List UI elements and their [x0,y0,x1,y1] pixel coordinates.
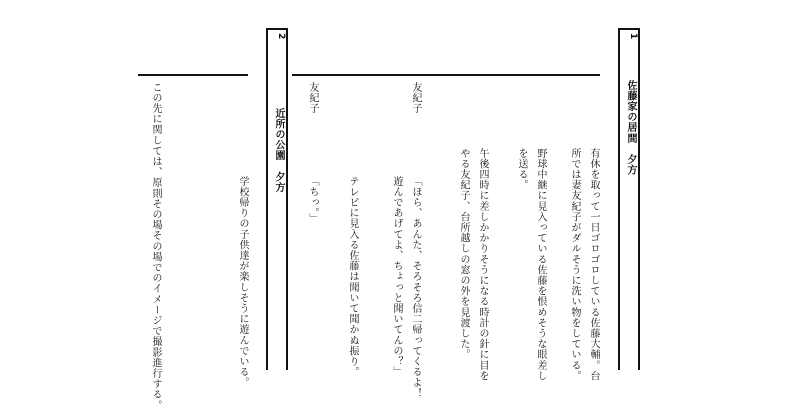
scene1-heading: 佐藤家の居間 夕方 [625,80,636,176]
scene2-action-line-2: この先に関しては、原則その場その場でのイメージで撮影進行する。 [150,82,161,411]
scene2-divider [138,74,248,76]
dialogue-line: 「ほら、あんた、そろそろ信二帰ってくるよ！ [410,176,421,399]
dialogue-line: 「ちっ。」 [307,176,318,224]
scene2-heading: 近所の公園 夕方 [273,108,284,193]
scene1-number: 1 [628,33,638,40]
dialogue-speaker: 友紀子 [307,82,318,114]
scene1-action-line-7: テレビに見入る佐藤は聞いて聞かぬ振り。 [347,176,358,378]
dialogue-speaker: 友紀子 [410,82,421,114]
scene1-divider [292,74,600,76]
scene1-action-line-6: やる友紀子、台所越しの窓の外を見渡した。 [458,148,469,360]
scene1-action-line-1: 有休を取って一日ゴロゴロしている佐藤大輔。台 [588,148,599,382]
scene1-action-line-4: を送る。 [516,148,527,191]
scene1-action-line-2: 所では妻友紀子がダルそうに洗い物をしている。 [569,148,580,382]
scene1-action-line-3: 野球中継に見入っている佐藤を恨めそうな眼差し [535,148,546,382]
scene2-frame [266,28,288,370]
dialogue-line: 遊んであげてよ、ちょっと聞いてんの？」 [391,176,402,378]
scene2-number: 2 [276,33,286,40]
scene2-action-line-1: 学校帰りの子供達が楽しそうに遊んでいる。 [237,176,248,388]
scene1-action-line-5: 午後四時に差しかかりそうになる時計の針に目を [477,148,488,382]
